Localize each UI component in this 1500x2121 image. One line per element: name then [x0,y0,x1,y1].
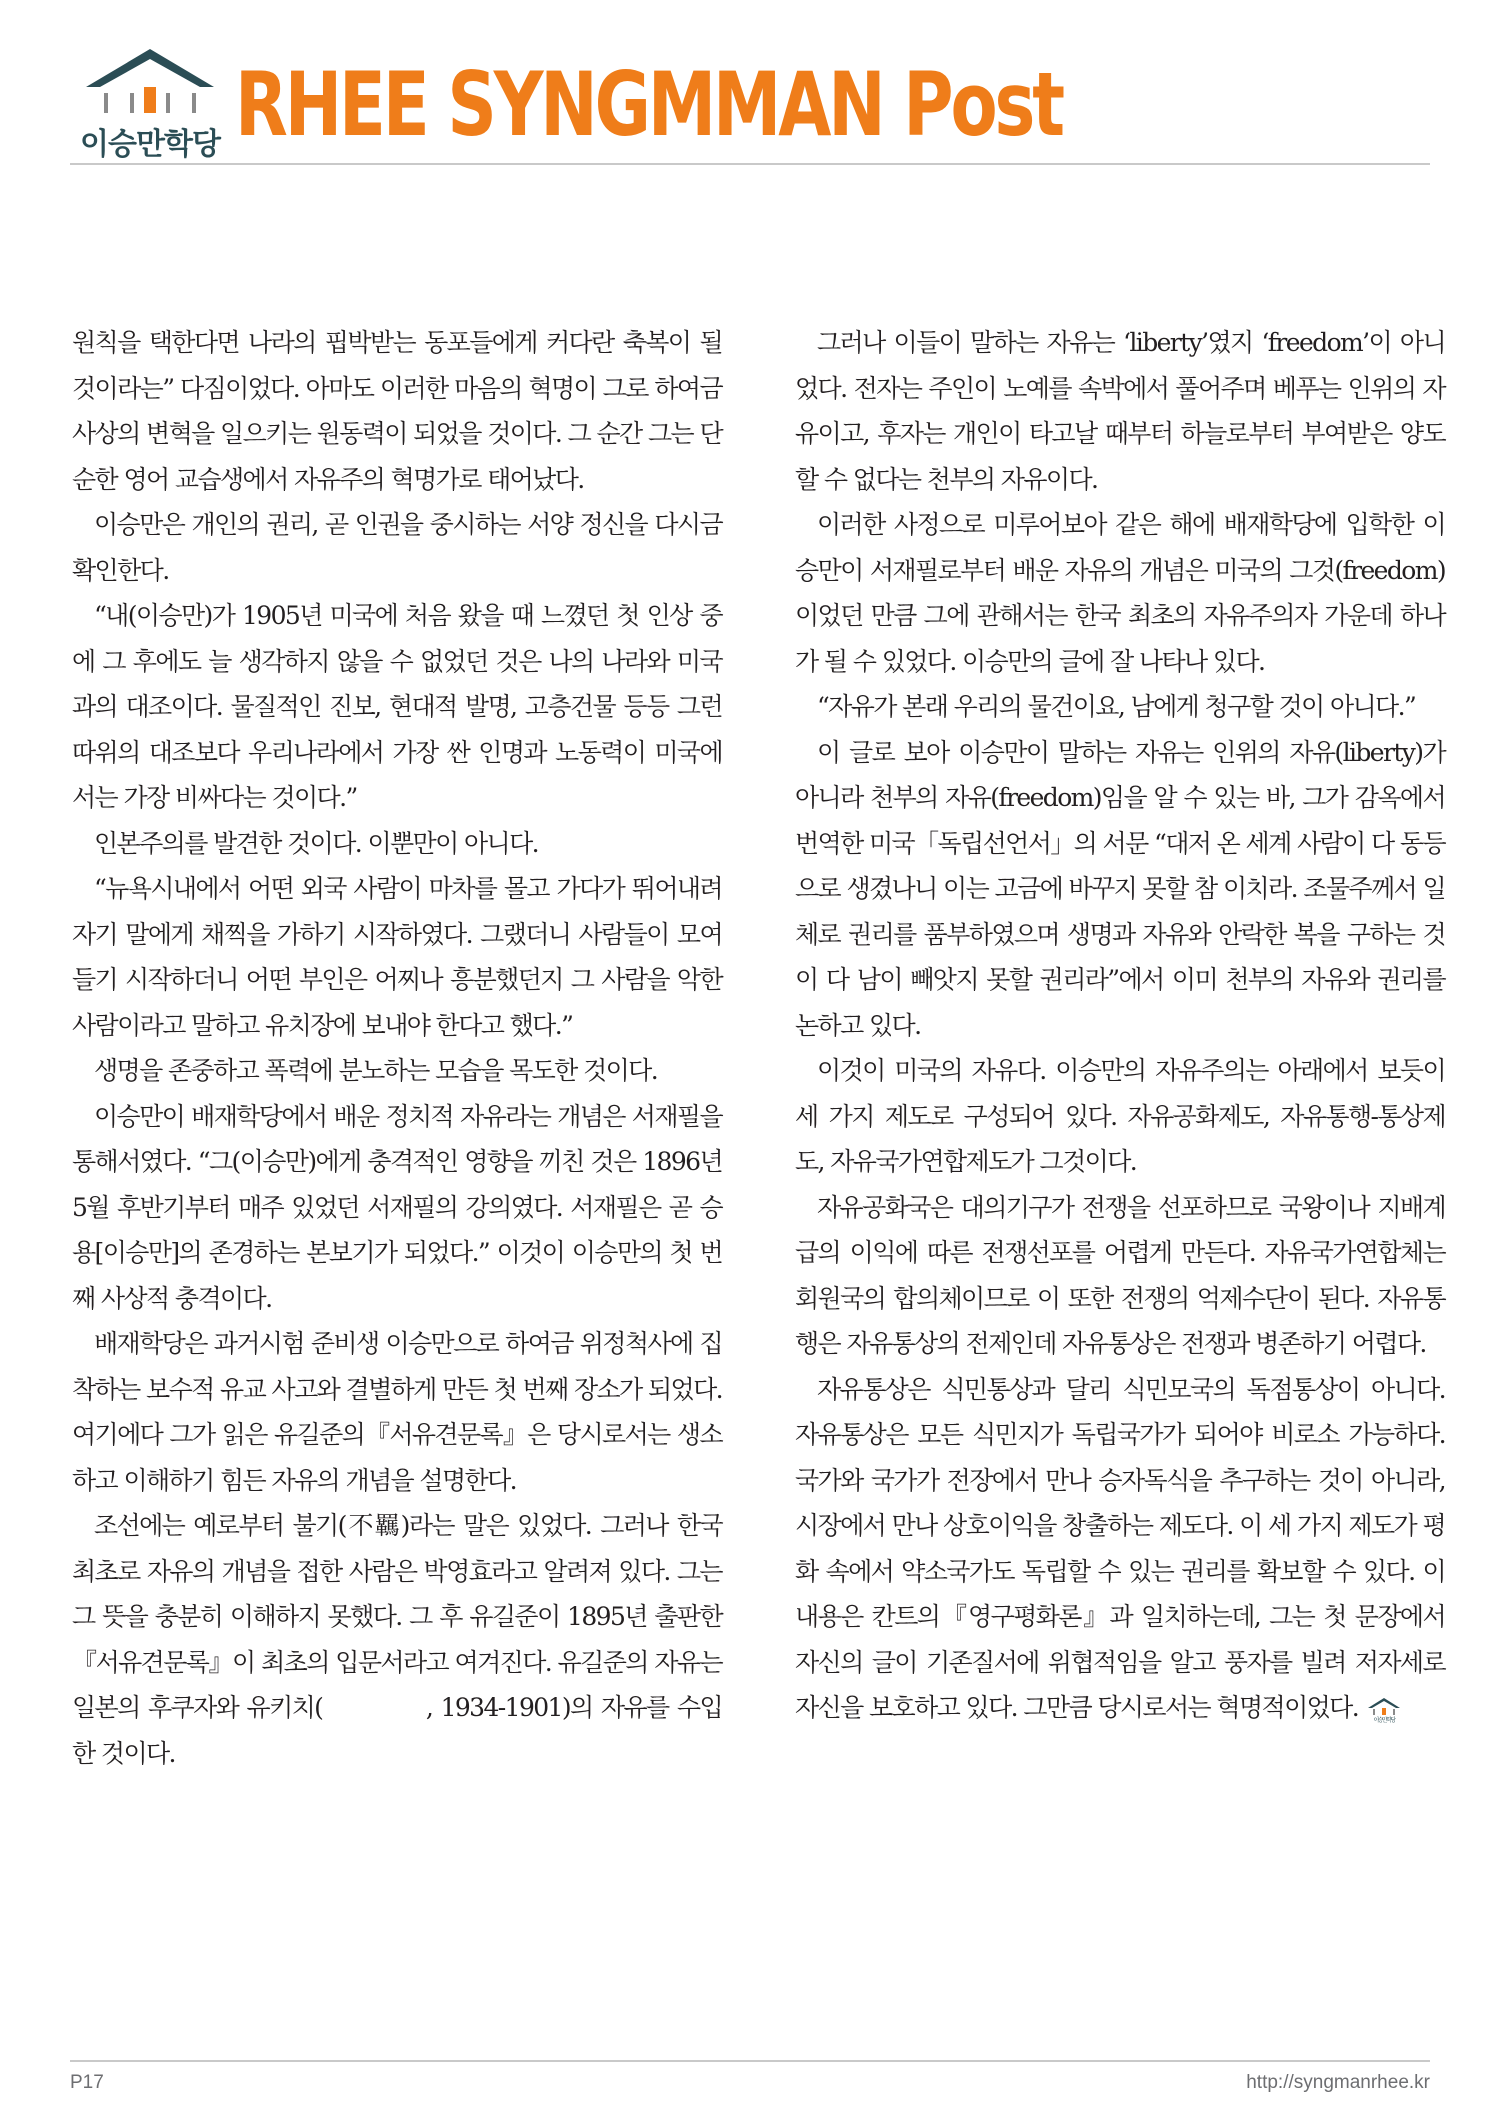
left-column [72,320,722,1776]
quote-paragraph: “뉴욕시내에서 어떤 외국 사람이 마차를 몰고 가다가 뛰어내려 자기 말에게 채찍을 가하기 시작하였다. 그랬더니 사람들이 모여들기 시작하더니 어떤 부인은 어찌나 흥분했던지 그 사람을 악한 사람이라고 말하고 유치장에 보내야 한다고 했다.” [72,874,722,1040]
paragraph: 배재학당은 과거시험 준비생 이승만으로 하여금 위정척사에 집착하는 보수적 유교 사고와 결별하게 만든 첫 번째 장소가 되었다. 여기에다 그가 읽은 유길준의『서유견문록』은 당시로서는 생소하고 이해하기 힘든 자유의 개념을 설명한다. [72,1329,722,1495]
paragraph-text: 자유통상은 식민통상과 달리 식민모국의 독점통상이 아니다. 자유통상은 모든 식민지가 독립국가가 되어야 비로소 가능하다. 국가와 국가가 전장에서 만나 승자독식을 추구하는 것이 아니라, 시장에서 만나 상호이익을 창출하는 제도다. 이 세 가지 제도가 평화 속에서 약소국가도 독립할 수 있는 권리를 확보할 수 있다. 이 내용은 칸트의『영구평화론』과 일치하는데, 그는 첫 문장에서 자신의 글이 기존질서에 위협적임을 알고 풍자를 빌려 저자세로 자신을 보호하고 있다. 그만큼 당시로서는 혁명적이었다. [795,1374,1445,1722]
end-mark-text: 이승만학당 [1373,1716,1395,1723]
paragraph: 생명을 존중하고 폭력에 분노하는 모습을 목도한 것이다. [94,1056,658,1085]
paragraph: 그러나 이들이 말하는 자유는 ‘liberty’였지 ‘freedom’이 아니었다. 전자는 주인이 노예를 속박에서 풀어주며 베푸는 인위의 자유이고, 후자는 개인이 타고날 때부터 하늘로부터 부여받은 양도할 수 없다는 천부의 자유이다. [795,328,1445,494]
footer-divider [70,2060,1430,2062]
school-logo[interactable] [70,47,230,162]
paragraph-last [795,1367,1445,1731]
paragraph: 원칙을 택한다면 나라의 핍박받는 동포들에게 커다란 축복이 될 것이라는” 다짐이었다. 아마도 이러한 마음의 혁명이 그로 하여금 사상의 변혁을 일으키는 원동력이 되었을 것이다. 그 순간 그는 단순한 영어 교습생에서 자유주의 혁명가로 태어났다. [72,328,722,494]
website-url[interactable]: http://syngmanrhee.kr [1246,2072,1430,2093]
right-column [795,320,1445,1731]
publication-title: RHEE SYNGMMAN Post [235,53,1062,156]
quote-paragraph: “자유가 본래 우리의 물건이요, 남에게 청구할 것이 아니다.” [817,692,1416,721]
paragraph: 이 글로 보아 이승만이 말하는 자유는 인위의 자유(liberty)가 아니라 천부의 자유(freedom)임을 알 수 있는 바, 그가 감옥에서 번역한 미국「독립선언서」의 서문 “대저 온 세계 사람이 다 동등으로 생겼나니 이는 고금에 바꾸지 못할 참 이치라. 조물주께서 일체로 권리를 품부하였으며 생명과 자유와 안락한 복을 구하는 것이 다 남이 빼앗지 못할 권리라”에서 이미 천부의 자유와 권리를 논하고 있다. [795,737,1445,1040]
paragraph: 이승만이 배재학당에서 배운 정치적 자유라는 개념은 서재필을 통해서였다. “그(이승만)에게 충격적인 영향을 끼친 것은 1896년 5월 후반기부터 매주 있었던 서재필의 강의였다. 서재필은 곧 승용[이승만]의 존경하는 본보기가 되었다.” 이것이 이승만의 첫 번째 사상적 충격이다. [72,1101,722,1313]
page-number: P17 [70,2072,104,2093]
logo-text: 이승만학당 [80,127,220,162]
paragraph: 이러한 사정으로 미루어보아 같은 해에 배재학당에 입학한 이승만이 서재필로부터 배운 자유의 개념은 미국의 그것(freedom)이었던 만큼 그에 관해서는 한국 최초의 자유주의자 가운데 하나가 될 수 있었다. 이승만의 글에 잘 나타나 있다. [795,510,1445,676]
paragraph: 자유공화국은 대의기구가 전쟁을 선포하므로 국왕이나 지배계급의 이익에 따른 전쟁선포를 어렵게 만든다. 자유국가연합체는 회원국의 합의체이므로 이 또한 전쟁의 억제수단이 된다. 자유통행은 자유통상의 전제인데 자유통상은 전쟁과 병존하기 어렵다. [795,1192,1445,1358]
quote-paragraph: “내(이승만)가 1905년 미국에 처음 왔을 때 느꼈던 첫 인상 중에 그 후에도 늘 생각하지 않을 수 없었던 것은 나의 나라와 미국과의 대조이다. 물질적인 진보, 현대적 발명, 고층건물 등등 그런 따위의 대조보다 우리나라에서 가장 싼 인명과 노동력이 미국에서는 가장 비싸다는 것이다.” [72,601,722,812]
house-logo-icon [84,47,216,117]
paragraph: 조선에는 예로부터 불기(不羈)라는 말은 있었다. 그러나 한국 최초로 자유의 개념을 접한 사람은 박영효라고 알려져 있다. 그는 그 뜻을 충분히 이해하지 못했다. 그 후 유길준이 1895년 출판한『서유견문록』이 최초의 입문서라고 여겨진다. 유길준의 자유는 일본의 후쿠자와 유키치( , 1934-1901)의 자유를 수입한 것이다. [72,1511,722,1768]
end-mark-logo-icon [1366,1697,1402,1723]
masthead [70,45,1430,170]
paragraph: 이승만은 개인의 권리, 곧 인권을 중시하는 서양 정신을 다시금 확인한다. [72,510,722,585]
paragraph: 인본주의를 발견한 것이다. 이뿐만이 아니다. [94,828,538,858]
paragraph: 이것이 미국의 자유다. 이승만의 자유주의는 아래에서 보듯이 세 가지 제도로 구성되어 있다. 자유공화제도, 자유통행-통상제도, 자유국가연합제도가 그것이다. [795,1056,1445,1176]
header-divider [70,163,1430,165]
